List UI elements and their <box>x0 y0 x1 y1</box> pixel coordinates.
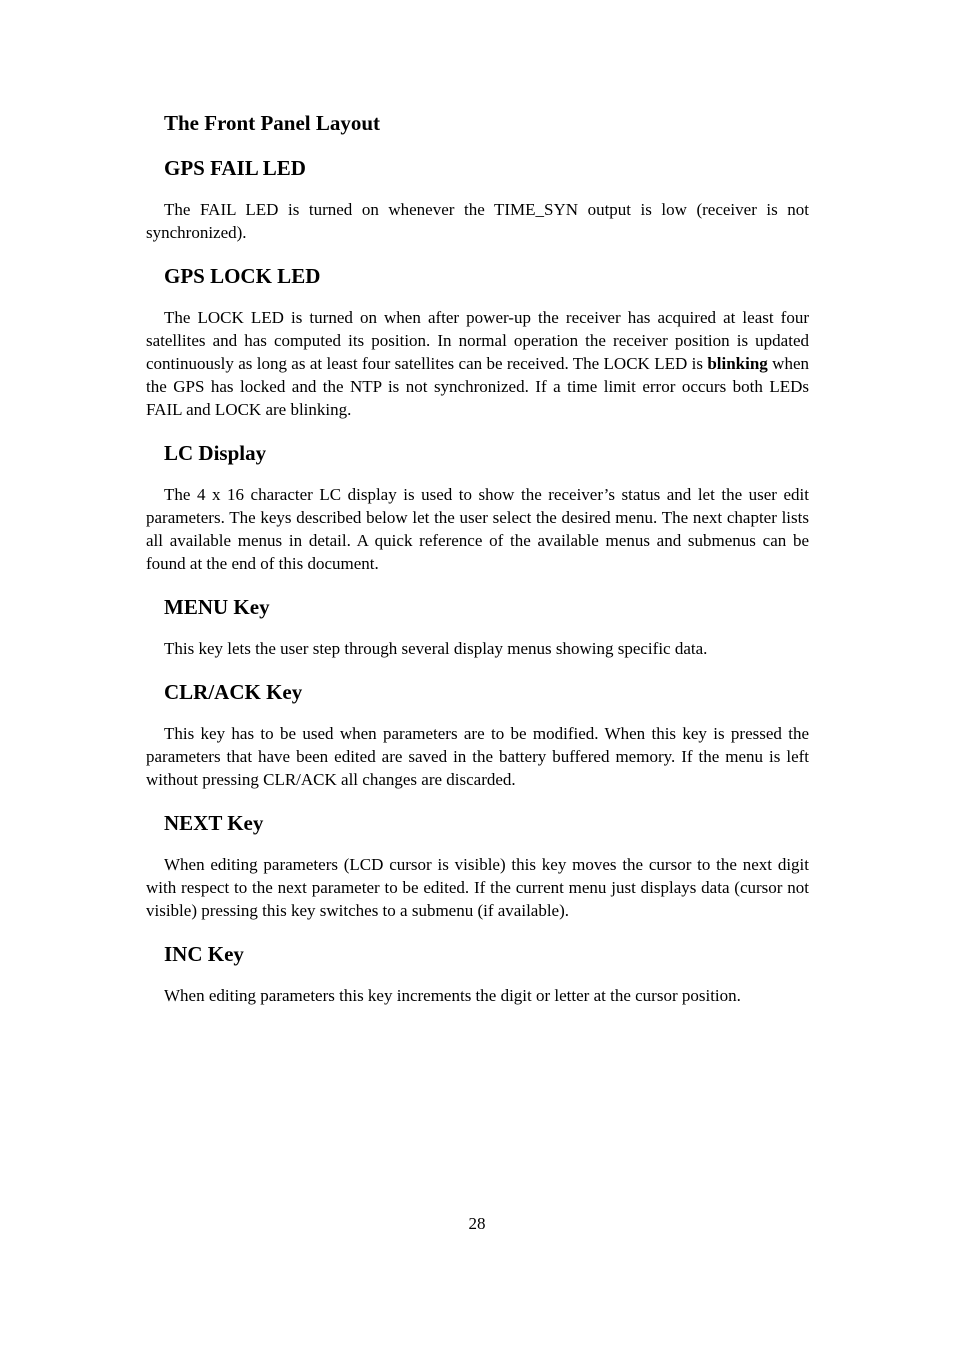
paragraph-gps-lock-led-part-1: The LOCK LED is turned on when after power-up the receiver has acquired at least four satellites and has computed its position. In normal operation the receiver position is updated continuously as long as at least four satellites can be received. The LOCK LED is <box>146 308 809 373</box>
paragraph-gps-fail-led: The FAIL LED is turned on whenever the TIME_SYN output is low (receiver is not synchronized). <box>146 200 809 242</box>
paragraph-gps-lock-led-bold: blinking <box>707 354 768 373</box>
page-content <box>146 110 809 1007</box>
heading-gps-lock-led: GPS LOCK LED <box>164 264 321 288</box>
paragraph-next-key: When editing parameters (LCD cursor is visible) this key moves the cursor to the next digit with respect to the next parameter to be edited. If the current menu just displays data (cursor not visible) pressing this key switches to a submenu (if available). <box>146 855 809 920</box>
heading-lc-display: LC Display <box>164 441 267 465</box>
page-number: 28 <box>468 1214 486 1233</box>
section-title: The Front Panel Layout <box>164 111 381 135</box>
heading-clr-ack-key: CLR/ACK Key <box>164 680 303 704</box>
heading-inc-key: INC Key <box>164 942 244 966</box>
heading-menu-key: MENU Key <box>164 595 270 619</box>
paragraph-menu-key: This key lets the user step through several display menus showing specific data. <box>164 639 708 658</box>
paragraph-gps-lock-led-part-2: when the GPS has locked and the NTP is not synchronized. If a time limit error occurs both LEDs FAIL and LOCK are blinking. <box>146 354 809 419</box>
paragraph-clr-ack-key: This key has to be used when parameters are to be modified. When this key is pressed the parameters that have been edited are saved in the battery buffered memory. If the menu is left without pressing CLR/ACK all changes are discarded. <box>146 724 809 789</box>
heading-next-key: NEXT Key <box>164 811 264 835</box>
paragraph-gps-lock-led <box>146 306 809 421</box>
paragraph-inc-key: When editing parameters this key increments the digit or letter at the cursor position. <box>164 986 741 1005</box>
paragraph-lc-display: The 4 x 16 character LC display is used to show the receiver’s status and let the user edit parameters. The keys described below let the user select the desired menu. The next chapter lists all available menus in detail. A quick reference of the available menus and submenus can be found at the end of this document. <box>146 485 809 573</box>
heading-gps-fail-led: GPS FAIL LED <box>164 156 306 180</box>
